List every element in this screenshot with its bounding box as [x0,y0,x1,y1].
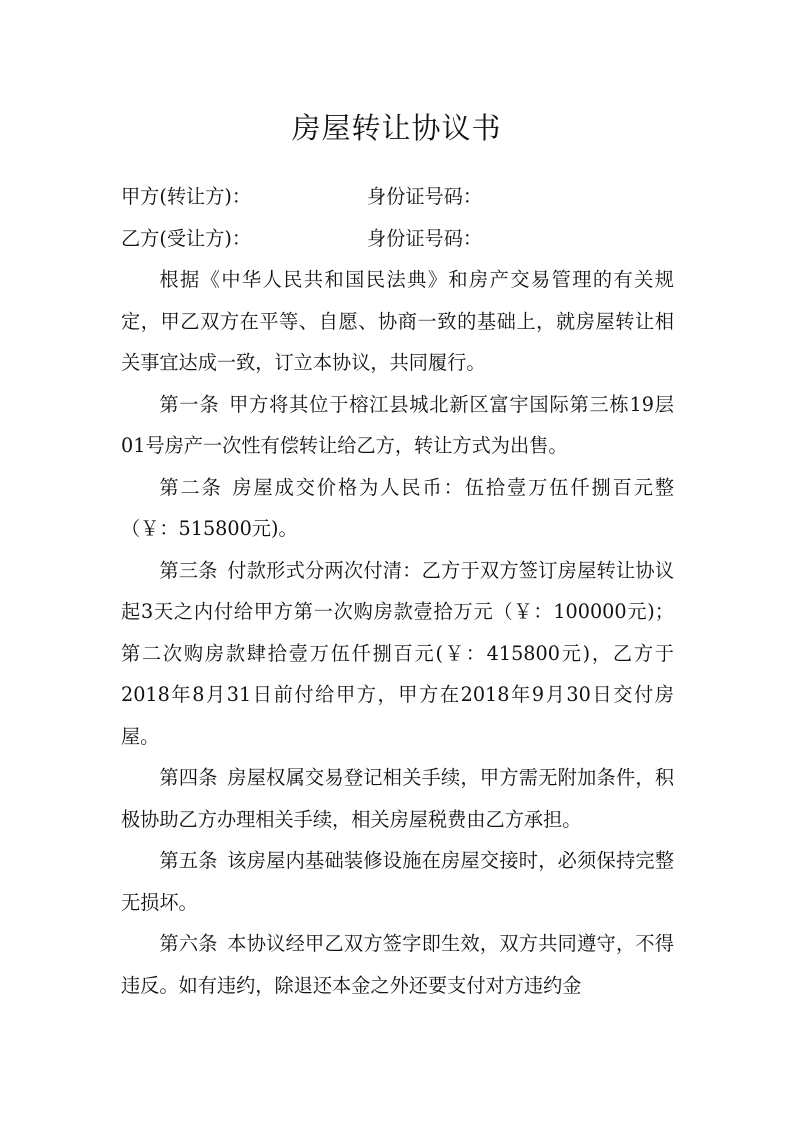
article-6 [121,923,674,1006]
party-b-label: 乙方(受让方)： [121,226,252,250]
article-5-number: 第五条 [159,849,218,872]
party-b-id-label: 身份证号码： [367,226,483,250]
party-a-line [121,176,674,218]
article-2-text: 房屋成交价格为人民币：伍拾壹万伍仟捌百元整（￥：515800元)。 [121,475,675,540]
preamble-paragraph: 根据《中华人民共和国民法典》和房产交易管理的有关规定，甲乙双方在平等、自愿、协商一致的基础上，就房屋转让相关事宜达成一致，订立本协议，共同履行。 [121,268,674,374]
article-3-text: 付款形式分两次付清：乙方于双方签订房屋转让协议起3天之内付给甲方第一次购房款壹拾万元（￥：100000元)；第二次购房款肆拾壹万伍仟捌百元(￥：415800元)，乙方于2018年8月31日前付给甲方，甲方在2018年9月30日交付房屋。 [121,558,675,748]
document-body [121,176,674,1006]
article-6-number: 第六条 [159,932,218,955]
article-1 [121,384,674,467]
article-1-text: 甲方将其位于榕江县城北新区富宇国际第三栋19层01号房产一次性有偿转让给乙方，转让方式为出售。 [121,392,674,457]
article-3-number: 第三条 [159,558,218,582]
article-1-number: 第一条 [159,392,220,416]
document-title: 房屋转让协议书 [291,111,502,145]
party-a-id-label: 身份证号码： [367,185,483,208]
article-5-text: 该房屋内基础装修设施在房屋交接时，必须保持完整无损坏。 [121,849,675,914]
article-2-number: 第二条 [159,475,223,499]
article-3 [121,550,674,758]
article-4-text: 房屋权属交易登记相关手续，甲方需无附加条件，积极协助乙方办理相关手续，相关房屋税费由乙方承担。 [121,766,675,831]
article-6-text: 本协议经甲乙双方签字即生效，双方共同遵守，不得违反。如有违约，除退还本金之外还要支付对方违约金 [121,932,675,997]
party-b-line [121,218,674,260]
article-4-number: 第四条 [159,766,218,789]
article-5 [121,840,674,923]
article-4 [121,757,674,840]
party-a-label: 甲方(转让方)： [121,185,252,208]
article-2 [121,467,674,550]
